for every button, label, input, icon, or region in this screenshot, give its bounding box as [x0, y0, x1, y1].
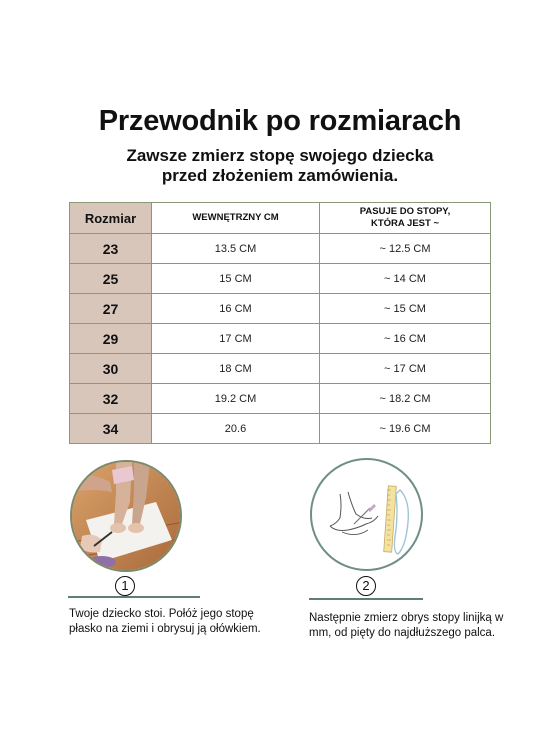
table-row	[70, 234, 491, 264]
table-row	[70, 354, 491, 384]
subtitle-line-2: przed złożeniem zamówienia.	[161, 166, 399, 185]
size-cell: 29	[70, 324, 152, 354]
table-header-row	[70, 203, 491, 234]
size-cell: 30	[70, 354, 152, 384]
step-1-caption-line-1: Twoje dziecko stoi. Połóż jego stopę	[69, 608, 254, 620]
foot-ruler-drawing-icon	[310, 458, 423, 571]
step-1-divider	[68, 596, 200, 598]
inner-cell: 16 CM	[152, 294, 320, 324]
fits-cell: ~ 14 CM	[320, 264, 491, 294]
step-number-2: 2	[356, 576, 376, 596]
fits-cell: ~ 15 CM	[320, 294, 491, 324]
header-size: Rozmiar	[70, 203, 152, 234]
fits-cell: ~ 18.2 CM	[320, 384, 491, 414]
step-2-caption	[309, 611, 503, 641]
table-row	[70, 384, 491, 414]
fits-cell: ~ 12.5 CM	[320, 234, 491, 264]
table-row	[70, 294, 491, 324]
inner-cell: 13.5 CM	[152, 234, 320, 264]
inner-cell: 19.2 CM	[152, 384, 320, 414]
size-cell: 23	[70, 234, 152, 264]
header-fits-foot	[320, 203, 491, 234]
table-row	[70, 324, 491, 354]
subtitle-line-1: Zawsze zmierz stopę swojego dziecka	[126, 146, 434, 165]
fits-cell: ~ 16 CM	[320, 324, 491, 354]
fits-cell: ~ 17 CM	[320, 354, 491, 384]
size-cell: 25	[70, 264, 152, 294]
size-table	[69, 202, 491, 444]
fits-cell: ~ 19.6 CM	[320, 414, 491, 444]
step-1-caption	[69, 607, 261, 637]
step-2-caption-line-1: Następnie zmierz obrys stopy linijką w	[309, 612, 504, 624]
header-fits-line-2: KTÓRA JEST ~	[370, 218, 439, 229]
table-row	[70, 414, 491, 444]
size-cell: 32	[70, 384, 152, 414]
inner-cell: 15 CM	[152, 264, 320, 294]
size-cell: 34	[70, 414, 152, 444]
step-2-divider	[309, 598, 423, 600]
page-title: Przewodnik po rozmiarach	[98, 105, 462, 137]
step-number-1: 1	[115, 576, 135, 596]
size-cell: 27	[70, 294, 152, 324]
header-inner-cm: WEWNĘTRZNY CM	[152, 203, 320, 234]
page-subtitle	[0, 146, 560, 186]
step-2-caption-line-2: mm, od pięty do najdłuższego palca.	[309, 627, 496, 639]
table-row	[70, 264, 491, 294]
inner-cell: 20.6	[152, 414, 320, 444]
step-1-caption-line-2: płasko na ziemi i obrysuj ją ołówkiem.	[69, 623, 261, 635]
header-fits-line-1: PASUJE DO STOPY,	[359, 206, 451, 217]
inner-cell: 18 CM	[152, 354, 320, 384]
inner-cell: 17 CM	[152, 324, 320, 354]
child-foot-tracing-photo-icon	[70, 460, 182, 572]
